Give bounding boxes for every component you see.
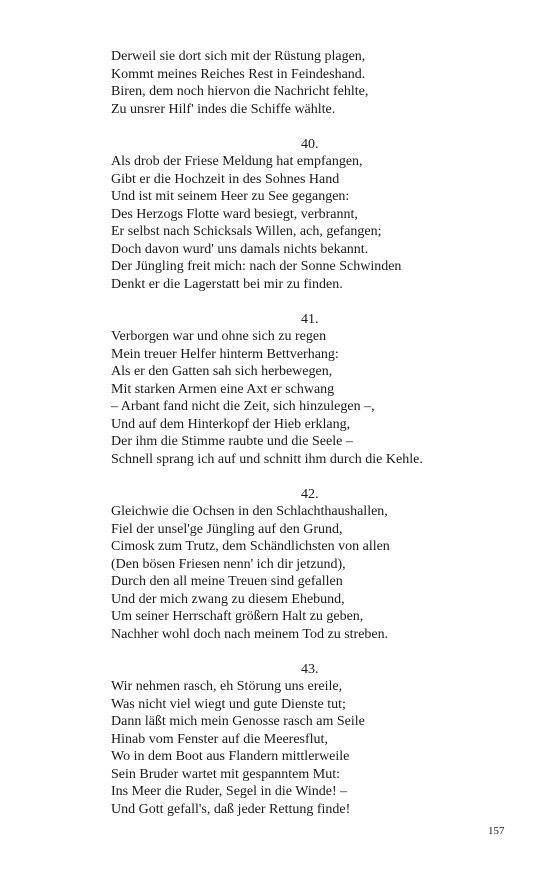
verse-line: Hinab vom Fenster auf die Meeresflut,: [111, 731, 328, 747]
verse-line: Biren, dem noch hiervon die Nachricht fehlte,: [111, 84, 369, 99]
verse-line: Als er den Gatten sah sich herbewegen,: [111, 364, 333, 379]
verse-line: Was nicht viel wiegt und gute Dienste tut;: [111, 696, 346, 712]
stanza-number: 43.: [301, 661, 319, 677]
verse-line: Denkt er die Lagerstatt bei mir zu finden.: [111, 276, 343, 292]
page-number: 157: [488, 825, 505, 837]
verse-line: Zu unsrer Hilf' indes die Schiffe wählte.: [111, 101, 336, 117]
verse-line: – Arbant fand nicht die Zeit, sich hinzulegen –,: [111, 399, 375, 414]
verse-line: Durch den all meine Treuen sind gefallen: [111, 574, 343, 589]
stanza-number: 40.: [301, 136, 319, 152]
verse-line: Gleichwie die Ochsen in den Schlachthaushallen,: [111, 504, 388, 519]
verse-line: Derweil sie dort sich mit der Rüstung plagen,: [111, 49, 366, 64]
stanza-number: 41.: [301, 311, 319, 327]
verse-line: Der Jüngling freit mich: nach der Sonne Schwinden: [111, 259, 402, 274]
verse-line: Mein treuer Helfer hinterm Bettverhang:: [111, 346, 339, 362]
stanza-number: 42.: [301, 486, 319, 502]
stanza-43: [111, 661, 511, 819]
verse-line: Wo in dem Boot aus Flandern mittlerweile: [111, 749, 350, 764]
verse-line: Verborgen war und ohne sich zu regen: [111, 329, 327, 344]
poem-text: [111, 48, 511, 818]
verse-line: Ins Meer die Ruder, Segel in die Winde! –: [111, 784, 348, 799]
verse-line: Mit starken Armen eine Axt er schwang: [111, 381, 335, 397]
verse-line: Und der mich zwang zu diesem Ehebund,: [111, 591, 345, 607]
stanza-41: [111, 311, 511, 469]
verse-line: (Den bösen Friesen nenn' ich dir jetzund),: [111, 556, 346, 572]
verse-line: Um seiner Herrschaft größern Halt zu geben,: [111, 609, 364, 624]
verse-line: Er selbst nach Schicksals Willen, ach, gefangen;: [111, 224, 382, 239]
verse-line: Kommt meines Reiches Rest in Feindeshand.: [111, 66, 366, 82]
verse-line: Als drob der Friese Meldung hat empfangen,: [111, 154, 363, 169]
stanza-39-continuation: [111, 48, 511, 118]
stanza-40: [111, 136, 511, 294]
stanza-gap: [111, 293, 511, 311]
stanza-gap: [111, 118, 511, 136]
verse-line: Dann läßt mich mein Genosse rasch am Seile: [111, 714, 365, 729]
verse-line: Der ihm die Stimme raubte und die Seele –: [111, 434, 353, 449]
verse-line: Sein Bruder wartet mit gespanntem Mut:: [111, 766, 341, 782]
verse-line: Und auf dem Hinterkopf der Hieb erklang,: [111, 416, 351, 432]
verse-line: Doch davon wurd' uns damals nichts bekannt.: [111, 241, 369, 257]
verse-line: Cimosk zum Trutz, dem Schändlichsten von allen: [111, 539, 390, 554]
verse-line: Wir nehmen rasch, eh Störung uns ereile,: [111, 679, 343, 694]
verse-line: Fiel der unsel'ge Jüngling auf den Grund,: [111, 521, 343, 537]
verse-line: Schnell sprang ich auf und schnitt ihm durch die Kehle.: [111, 451, 423, 467]
verse-line: Und ist mit seinem Heer zu See gegangen:: [111, 189, 350, 204]
stanza-gap: [111, 643, 511, 661]
verse-line: Des Herzogs Flotte ward besiegt, verbrannt,: [111, 206, 358, 222]
verse-line: Und Gott gefall's, daß jeder Rettung finde!: [111, 801, 351, 817]
stanza-gap: [111, 468, 511, 486]
verse-line: Nachher wohl doch nach meinem Tod zu streben.: [111, 626, 389, 642]
verse-line: Gibt er die Hochzeit in des Sohnes Hand: [111, 171, 340, 187]
stanza-42: [111, 486, 511, 644]
